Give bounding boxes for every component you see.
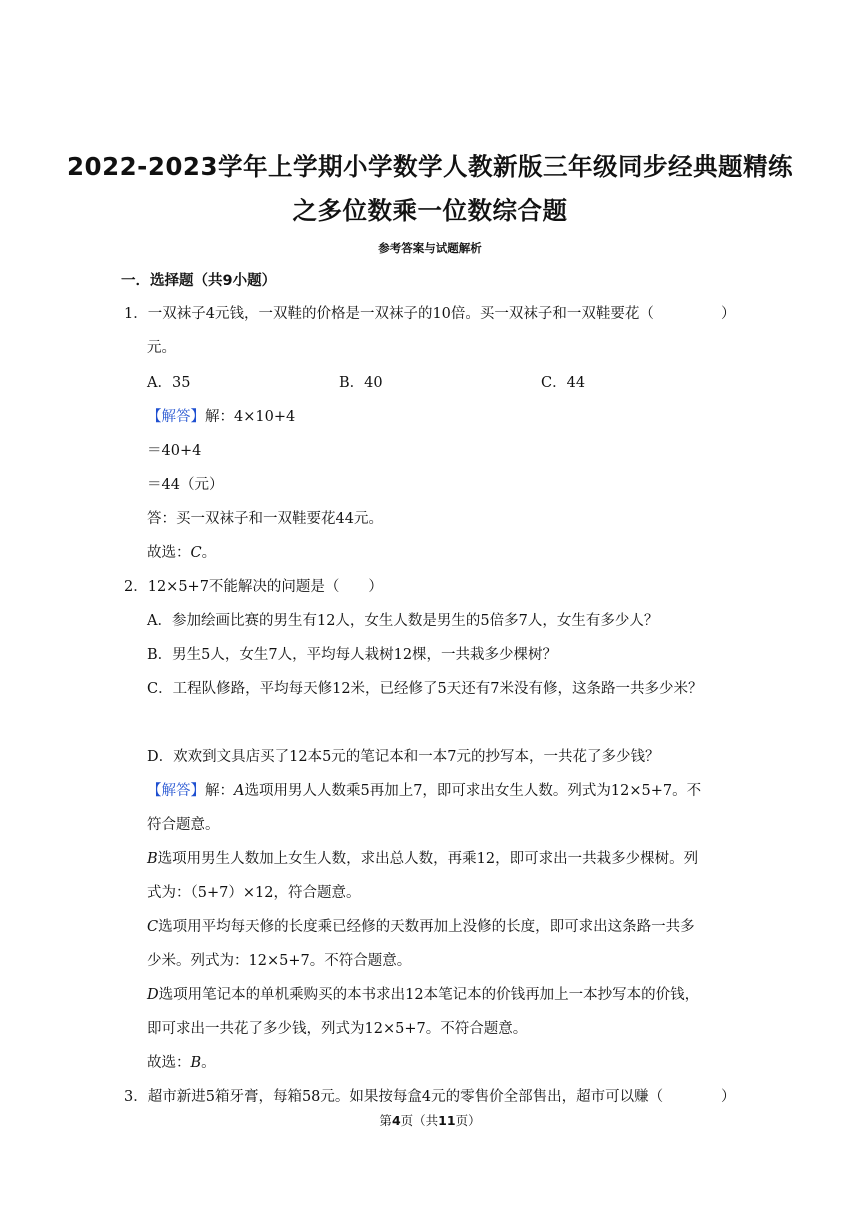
option-letter: A (234, 783, 245, 799)
solution-text: 选项用男生人数加上女生人数，求出总人数，再乘12，即可求出一共栽多少棵树。列 (157, 851, 699, 867)
choice-letter: C (190, 545, 202, 561)
question-2-stem (124, 575, 383, 596)
choice-end: 。 (201, 545, 217, 561)
solution-text: 选项用笔记本的单机乘购买的本书求出12本笔记本的价钱再加上一本抄写本的价钱， (158, 987, 700, 1003)
question-1-option-c: C．44 (541, 375, 586, 391)
question-1-solution-line-1 (147, 405, 295, 426)
question-1-option-b: B．40 (339, 375, 383, 391)
question-2-choice (147, 1051, 216, 1072)
footer-suffix: 页） (455, 1113, 481, 1128)
question-1-solution-line-3: ＝44（元） (147, 477, 224, 493)
question-2-solution-d-line-2: 即可求出一共花了多少钱，列式为12×5+7。不符合题意。 (147, 1021, 528, 1037)
question-1-choice (147, 541, 216, 562)
question-2-solution-a-line-2: 符合题意。 (147, 817, 220, 833)
document-subtitle: 参考答案与试题解析 (378, 241, 482, 255)
question-1-solution-line-4: 答：买一双袜子和一双鞋要花44元。 (147, 511, 383, 527)
question-1-stem-line-2: 元。 (147, 340, 176, 356)
question-2-option-d: D．欢欢到文具店买了12本5元的笔记本和一本7元的抄写本，一共花了多少钱？ (147, 749, 660, 765)
question-2-solution-a-line-1 (147, 779, 701, 800)
solution-prefix: 解： (205, 783, 234, 799)
question-1-stem (124, 302, 654, 323)
section-label-end: 小题） (232, 273, 277, 289)
question-2-solution-b-line-2: 式为：（5+7）×12，符合题意。 (147, 885, 361, 901)
question-2-solution-c-line-1 (147, 915, 695, 936)
question-number: 1． (124, 306, 148, 322)
section-label: 选择题（共 (150, 273, 223, 289)
question-3-stem (124, 1085, 663, 1106)
choice-prefix: 故选： (147, 545, 191, 561)
answer-tag: 【解答】 (147, 409, 205, 425)
footer-middle: 页（共 (400, 1113, 439, 1128)
question-text: 12×5+7不能解决的问题是（ ） (147, 579, 383, 595)
question-2-option-b: B．男生5人，女生7人，平均每人栽树12棵，一共栽多少棵树？ (147, 647, 558, 663)
section-number: 一． (121, 273, 150, 289)
section-count: 9 (222, 273, 233, 289)
choice-prefix: 故选： (147, 1055, 191, 1071)
footer-page-number: 4 (391, 1113, 401, 1128)
question-2-option-c: C．工程队修路，平均每天修12米，已经修了5天还有7米没有修，这条路一共多少米？ (147, 681, 703, 697)
solution-text: 选项用平均每天修的长度乘已经修的天数再加上没修的长度，即可求出这条路一共多 (158, 919, 695, 935)
question-1-solution-line-2: ＝40+4 (147, 443, 202, 459)
question-number: 3． (124, 1089, 148, 1105)
option-letter: C (147, 919, 159, 935)
question-2-option-a: A．参加绘画比赛的男生有12人，女生人数是男生的5倍多7人，女生有多少人？ (147, 613, 659, 629)
choice-letter: B (190, 1055, 202, 1071)
question-3-close-paren: ） (721, 1089, 736, 1105)
question-2-solution-c-line-2: 少米。列式为：12×5+7。不符合题意。 (147, 953, 412, 969)
footer-prefix: 第 (379, 1113, 392, 1128)
solution-text: 解：4×10+4 (205, 409, 296, 425)
document-title-line-2: 之多位数乘一位数综合题 (292, 196, 568, 225)
page-footer (0, 1111, 860, 1129)
answer-tag: 【解答】 (147, 783, 205, 799)
question-text: 超市新进5箱牙膏，每箱58元。如果按每盒4元的零售价全部售出，超市可以赚（ (147, 1089, 664, 1105)
choice-end: 。 (201, 1055, 216, 1071)
document-title-line-1: 2022-2023学年上学期小学数学人教新版三年级同步经典题精练 (66, 152, 794, 181)
question-2-solution-d-line-1 (147, 983, 699, 1004)
question-1-option-a: A．35 (147, 375, 191, 391)
solution-text: 选项用男人人数乘5再加上7，即可求出女生人数。列式为12×5+7。不 (244, 783, 702, 799)
option-letter: D (147, 987, 159, 1003)
question-text: 一双袜子4元钱，一双鞋的价格是一双袜子的10倍。买一双袜子和一双鞋要花（ (147, 306, 654, 322)
footer-total-pages: 11 (438, 1113, 456, 1128)
section-heading (121, 269, 276, 290)
question-2-solution-b-line-1 (147, 847, 698, 868)
question-1-close-paren: ） (721, 306, 736, 322)
option-letter: B (147, 851, 158, 867)
question-number: 2． (124, 579, 148, 595)
